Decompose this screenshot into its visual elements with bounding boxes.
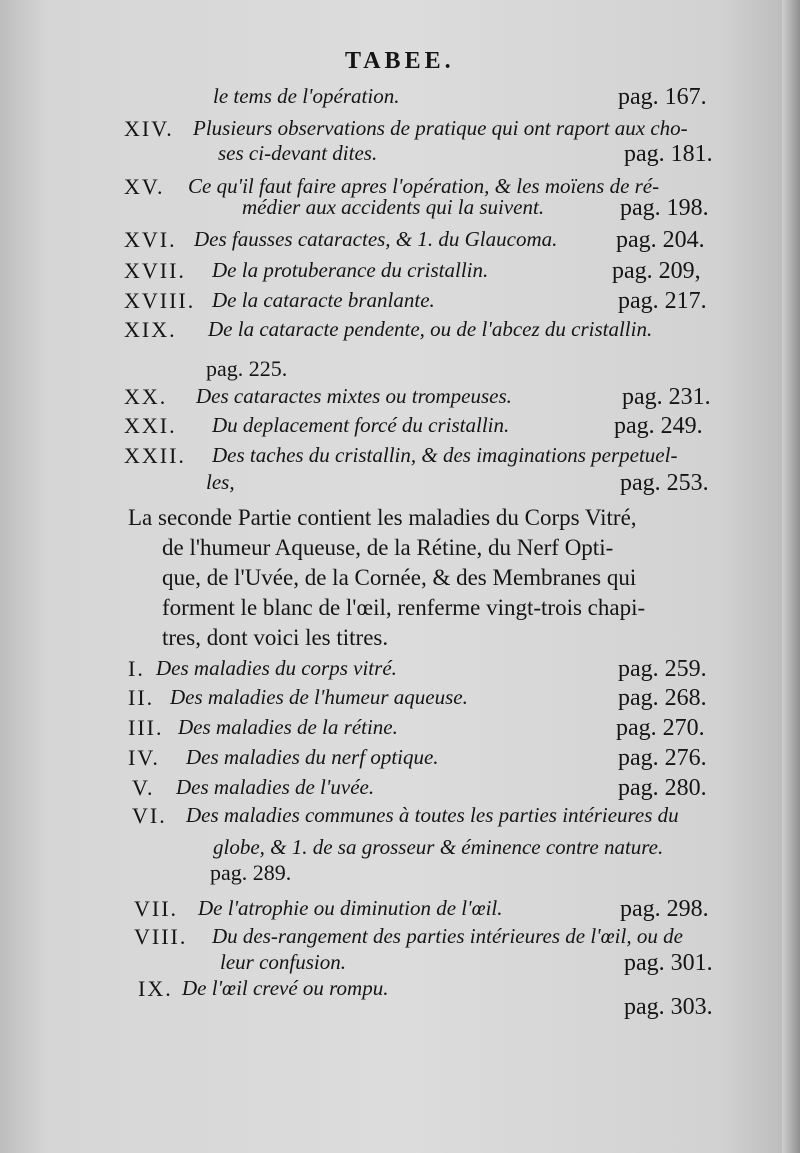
entry-text: Des taches du cristallin, & des imaginations perpetuel- (212, 443, 678, 467)
running-header: TABEE. (345, 48, 455, 74)
entry-text: Des maladies de l'uvée. (176, 775, 375, 799)
page-ref: pag. 181. (624, 141, 713, 167)
entry-text: Des maladies de la rétine. (178, 715, 398, 739)
entry-text: Plusieurs observations de pratique qui ont raport aux cho- (193, 116, 688, 140)
page-ref: pag. 204. (616, 227, 705, 253)
page-ref: pag. 249. (614, 413, 703, 439)
page-ref: pag. 253. (620, 470, 709, 496)
chapter-number: VI. (132, 803, 167, 828)
entry-text: Des maladies du nerf optique. (186, 745, 439, 769)
page-ref: pag. 217. (618, 288, 707, 314)
entry-text: Des cataractes mixtes ou trompeuses. (196, 384, 512, 408)
paragraph-text: que, de l'Uvée, de la Cornée, & des Membranes qui (162, 565, 637, 590)
entry-text: les, (206, 470, 235, 494)
entry-text: Du des-rangement des parties intérieures de l'œil, ou de (212, 924, 683, 948)
page-ref: pag. 225. (206, 356, 288, 381)
chapter-number: XVIII. (124, 288, 196, 313)
entry-text: médier aux accidents qui la suivent. (242, 195, 545, 219)
paragraph-text: La seconde Partie contient les maladies du Corps Vitré, (128, 505, 637, 530)
page-ref: pag. 280. (618, 775, 707, 801)
paragraph-text: forment le blanc de l'œil, renferme vingt-trois chapi- (162, 595, 646, 620)
chapter-number: II. (128, 685, 155, 710)
page-ref: pag. 303. (624, 994, 713, 1020)
entry-text: le tems de l'opération. (213, 84, 400, 108)
chapter-number: XIX. (124, 317, 177, 342)
chapter-number: XX. (124, 384, 168, 409)
page-ref: pag. 268. (618, 685, 707, 711)
chapter-number: XVI. (124, 227, 177, 252)
entry-text: De l'œil crevé ou rompu. (182, 976, 389, 1000)
page-ref: pag. 167. (618, 84, 707, 110)
entry-text: Des maladies du corps vitré. (156, 656, 397, 680)
page-ref: pag. 301. (624, 950, 713, 976)
chapter-number: XVII. (124, 258, 186, 283)
paragraph-text: de l'humeur Aqueuse, de la Rétine, du Nerf Opti- (162, 535, 614, 560)
page-edge-shadow (782, 0, 800, 1153)
page-ref: pag. 231. (622, 384, 711, 410)
chapter-number: XIV. (124, 116, 174, 141)
entry-text: leur confusion. (220, 950, 346, 974)
entry-text: Des fausses cataractes, & 1. du Glaucoma. (194, 227, 558, 251)
chapter-number: XXII. (124, 443, 186, 468)
page-ref: pag. 276. (618, 745, 707, 771)
page-ref: pag. 259. (618, 656, 707, 682)
chapter-number: VII. (134, 896, 179, 921)
chapter-number: V. (132, 775, 155, 800)
chapter-number: XXI. (124, 413, 177, 438)
paragraph-text: tres, dont voici les titres. (162, 625, 389, 650)
entry-text: Du deplacement forcé du cristallin. (212, 413, 510, 437)
chapter-number: IX. (138, 976, 173, 1001)
entry-text: Des maladies communes à toutes les parties intérieures du (186, 803, 679, 827)
page-ref: pag. 270. (616, 715, 705, 741)
page-ref: pag. 198. (620, 195, 709, 221)
entry-text: ses ci-devant dites. (218, 141, 378, 165)
entry-text: De la protuberance du cristallin. (212, 258, 489, 282)
chapter-number: I. (128, 656, 145, 681)
entry-text: Ce qu'il faut faire apres l'opération, & les moïens de ré- (188, 174, 660, 198)
page-ref: pag. 289. (210, 860, 292, 885)
chapter-number: III. (128, 715, 164, 740)
entry-text: De la cataracte branlante. (212, 288, 435, 312)
entry-text: globe, & 1. de sa grosseur & éminence contre nature. (213, 835, 664, 859)
chapter-number: VIII. (134, 924, 188, 949)
chapter-number: IV. (128, 745, 160, 770)
page-ref: pag. 298. (620, 896, 709, 922)
chapter-number: XV. (124, 174, 165, 199)
entry-text: De la cataracte pendente, ou de l'abcez du cristallin. (208, 317, 653, 341)
entry-text: Des maladies de l'humeur aqueuse. (170, 685, 468, 709)
page-ref: pag. 209, (612, 258, 701, 284)
entry-text: De l'atrophie ou diminution de l'œil. (198, 896, 503, 920)
